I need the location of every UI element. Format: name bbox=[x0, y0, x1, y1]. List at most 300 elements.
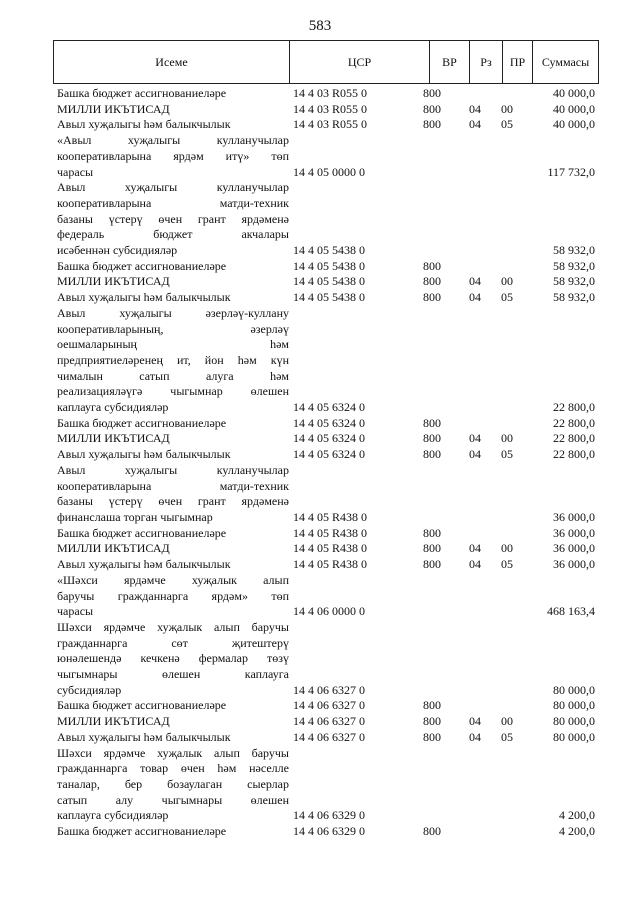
row-sum-value: 58 932,0 bbox=[553, 243, 595, 258]
header-rz: Рз bbox=[470, 41, 503, 83]
table-row bbox=[57, 573, 595, 620]
row-name-line: чарасы bbox=[57, 604, 94, 619]
row-csr bbox=[289, 746, 421, 825]
row-name-line: юнәлешендә кечкенә фермалар төзү bbox=[57, 651, 289, 666]
row-pr-value: 00 bbox=[501, 101, 513, 116]
row-pr bbox=[499, 541, 529, 557]
row-name-line: МИЛЛИ ИКЪТИСАД bbox=[57, 431, 170, 446]
row-name-line: финанслаша торган чыгымнар bbox=[57, 509, 213, 524]
row-name-line: предприятиеләренең ит, йон һәм күн bbox=[57, 352, 289, 367]
row-csr-value: 14 4 05 6324 0 bbox=[293, 400, 365, 415]
table-body bbox=[57, 86, 595, 840]
row-name-line: Авыл хуҗалыгы һәм балыкчылык bbox=[57, 117, 231, 132]
row-vr-value: 800 bbox=[423, 698, 441, 713]
row-csr bbox=[289, 259, 421, 275]
row-pr bbox=[499, 431, 529, 447]
row-vr bbox=[421, 416, 465, 432]
row-sum bbox=[529, 259, 595, 275]
row-name bbox=[57, 117, 289, 133]
row-sum bbox=[529, 557, 595, 573]
row-rz bbox=[465, 133, 499, 180]
row-vr bbox=[421, 526, 465, 542]
row-name-line: оешмаларының һәм bbox=[57, 337, 289, 352]
row-csr bbox=[289, 180, 421, 259]
row-pr-value: 05 bbox=[501, 117, 513, 132]
row-csr-value: 14 4 05 6324 0 bbox=[293, 415, 365, 430]
row-name-line: базаны үстерү өчен грант ярдәменә bbox=[57, 494, 289, 509]
row-name-line: чималын сатып алуга һәм bbox=[57, 368, 289, 383]
row-name-line: Башка бюджет ассигнованиеләре bbox=[57, 698, 227, 713]
row-rz bbox=[465, 573, 499, 620]
row-rz-value: 04 bbox=[469, 557, 481, 572]
table-row bbox=[57, 824, 595, 840]
row-name bbox=[57, 274, 289, 290]
row-name-line: чыгымнары өлешен каплауга bbox=[57, 667, 289, 682]
row-name-line: МИЛЛИ ИКЪТИСАД bbox=[57, 274, 170, 289]
table-row bbox=[57, 274, 595, 290]
row-pr bbox=[499, 306, 529, 416]
row-csr-value: 14 4 05 R438 0 bbox=[293, 541, 368, 556]
row-csr-value: 14 4 05 5438 0 bbox=[293, 258, 365, 273]
row-name-line: Башка бюджет ассигнованиеләре bbox=[57, 525, 227, 540]
row-pr bbox=[499, 274, 529, 290]
row-name-line: реализацияләүгә чыгымнар өлешен bbox=[57, 384, 289, 399]
header-sum: Суммасы bbox=[541, 54, 590, 69]
row-rz bbox=[465, 698, 499, 714]
row-sum bbox=[529, 573, 595, 620]
row-csr-value: 14 4 06 6327 0 bbox=[293, 729, 365, 744]
row-sum bbox=[529, 431, 595, 447]
row-sum-value: 80 000,0 bbox=[553, 714, 595, 729]
row-name-line: «Шәхси ярдәмче хуҗалык алып bbox=[57, 572, 289, 587]
row-pr bbox=[499, 824, 529, 840]
row-sum-value: 36 000,0 bbox=[553, 525, 595, 540]
row-name-line: Авыл хуҗалыгы әзерләү-куллану bbox=[57, 305, 289, 320]
row-name-line: Авыл хуҗалыгы һәм балыкчылык bbox=[57, 729, 231, 744]
row-name bbox=[57, 824, 289, 840]
row-csr bbox=[289, 526, 421, 542]
table-row bbox=[57, 86, 595, 102]
row-vr-value: 800 bbox=[423, 117, 441, 132]
row-name-line: кооперативларына матди-техник bbox=[57, 478, 289, 493]
row-vr bbox=[421, 557, 465, 573]
row-vr-value: 800 bbox=[423, 290, 441, 305]
page-number: 583 bbox=[308, 18, 332, 34]
row-vr bbox=[421, 447, 465, 463]
row-pr bbox=[499, 573, 529, 620]
row-sum-value: 22 800,0 bbox=[553, 447, 595, 462]
row-vr bbox=[421, 463, 465, 526]
row-pr bbox=[499, 463, 529, 526]
row-rz-value: 04 bbox=[469, 714, 481, 729]
row-pr bbox=[499, 730, 529, 746]
row-name bbox=[57, 714, 289, 730]
row-sum bbox=[529, 290, 595, 306]
row-vr-value: 800 bbox=[423, 824, 441, 839]
row-name bbox=[57, 416, 289, 432]
row-name-line: МИЛЛИ ИКЪТИСАД bbox=[57, 101, 170, 116]
table-header bbox=[53, 40, 599, 84]
row-rz-value: 04 bbox=[469, 117, 481, 132]
row-sum bbox=[529, 526, 595, 542]
row-vr bbox=[421, 573, 465, 620]
row-name-line: Башка бюджет ассигнованиеләре bbox=[57, 824, 227, 839]
row-sum-value: 40 000,0 bbox=[553, 117, 595, 132]
row-sum bbox=[529, 447, 595, 463]
row-csr-value: 14 4 03 R055 0 bbox=[293, 117, 368, 132]
table-row bbox=[57, 557, 595, 573]
row-rz bbox=[465, 431, 499, 447]
table-row bbox=[57, 746, 595, 825]
row-csr-value: 14 4 05 0000 0 bbox=[293, 164, 365, 179]
row-name-line: баручы гражданнарга ярдәм» төп bbox=[57, 588, 289, 603]
row-pr-value: 05 bbox=[501, 290, 513, 305]
row-name-line: Авыл хуҗалыгы кулланучылар bbox=[57, 180, 289, 195]
row-name bbox=[57, 447, 289, 463]
row-vr bbox=[421, 746, 465, 825]
row-pr bbox=[499, 714, 529, 730]
row-rz bbox=[465, 620, 499, 699]
row-vr bbox=[421, 824, 465, 840]
row-rz bbox=[465, 463, 499, 526]
row-pr-value: 05 bbox=[501, 447, 513, 462]
row-rz bbox=[465, 117, 499, 133]
row-rz-value: 04 bbox=[469, 274, 481, 289]
table-row bbox=[57, 447, 595, 463]
header-csr: ЦСР bbox=[290, 41, 430, 83]
row-vr bbox=[421, 102, 465, 118]
row-pr bbox=[499, 180, 529, 259]
table-row bbox=[57, 259, 595, 275]
row-sum-value: 22 800,0 bbox=[553, 431, 595, 446]
row-name bbox=[57, 746, 289, 825]
table-row bbox=[57, 290, 595, 306]
row-name bbox=[57, 290, 289, 306]
row-csr bbox=[289, 824, 421, 840]
row-csr-value: 14 4 05 R438 0 bbox=[293, 509, 368, 524]
row-name-line: сатып алу чыгымнары өлешен bbox=[57, 792, 289, 807]
row-pr bbox=[499, 259, 529, 275]
row-sum-value: 58 932,0 bbox=[553, 290, 595, 305]
row-vr bbox=[421, 620, 465, 699]
row-name-line: гражданнарга товар өчен һәм нәселле bbox=[57, 761, 289, 776]
row-rz bbox=[465, 416, 499, 432]
row-pr bbox=[499, 416, 529, 432]
row-vr bbox=[421, 274, 465, 290]
row-csr-value: 14 4 05 6324 0 bbox=[293, 447, 365, 462]
row-sum bbox=[529, 416, 595, 432]
row-sum bbox=[529, 463, 595, 526]
table-row bbox=[57, 306, 595, 416]
table-row bbox=[57, 463, 595, 526]
row-pr bbox=[499, 746, 529, 825]
row-name-line: Шәхси ярдәмче хуҗалык алып баручы bbox=[57, 745, 289, 760]
row-sum-value: 58 932,0 bbox=[553, 258, 595, 273]
row-rz bbox=[465, 557, 499, 573]
row-sum-value: 40 000,0 bbox=[553, 101, 595, 116]
row-csr-value: 14 4 03 R055 0 bbox=[293, 101, 368, 116]
row-pr bbox=[499, 526, 529, 542]
row-rz bbox=[465, 259, 499, 275]
row-vr-value: 800 bbox=[423, 447, 441, 462]
row-pr bbox=[499, 447, 529, 463]
row-rz bbox=[465, 274, 499, 290]
row-sum-value: 22 800,0 bbox=[553, 400, 595, 415]
row-sum bbox=[529, 824, 595, 840]
header-vr: ВР bbox=[430, 41, 470, 83]
row-sum-value: 468 163,4 bbox=[547, 604, 595, 619]
row-csr bbox=[289, 714, 421, 730]
row-name-line: Авыл хуҗалыгы һәм балыкчылык bbox=[57, 290, 231, 305]
row-name-line: Башка бюджет ассигнованиеләре bbox=[57, 86, 227, 100]
row-sum-value: 4 200,0 bbox=[559, 808, 595, 823]
row-name-line: Башка бюджет ассигнованиеләре bbox=[57, 258, 227, 273]
row-pr bbox=[499, 698, 529, 714]
row-csr-value: 14 4 06 6329 0 bbox=[293, 824, 365, 839]
row-vr bbox=[421, 290, 465, 306]
row-csr-value: 14 4 05 5438 0 bbox=[293, 290, 365, 305]
row-vr-value: 800 bbox=[423, 525, 441, 540]
row-csr-value: 14 4 06 6327 0 bbox=[293, 698, 365, 713]
row-name-line: субсидияләр bbox=[57, 682, 122, 697]
row-csr-value: 14 4 03 R055 0 bbox=[293, 86, 368, 100]
row-csr-value: 14 4 06 6327 0 bbox=[293, 714, 365, 729]
row-vr bbox=[421, 117, 465, 133]
row-name bbox=[57, 526, 289, 542]
row-name-line: МИЛЛИ ИКЪТИСАД bbox=[57, 541, 170, 556]
row-sum-value: 36 000,0 bbox=[553, 541, 595, 556]
row-rz bbox=[465, 526, 499, 542]
row-name-line: чарасы bbox=[57, 164, 94, 179]
row-csr bbox=[289, 463, 421, 526]
row-name-line: федераль бюджет акчалары bbox=[57, 227, 289, 242]
row-sum-value: 80 000,0 bbox=[553, 698, 595, 713]
row-csr bbox=[289, 117, 421, 133]
row-vr bbox=[421, 259, 465, 275]
row-rz-value: 04 bbox=[469, 290, 481, 305]
row-vr bbox=[421, 541, 465, 557]
row-rz bbox=[465, 714, 499, 730]
row-sum bbox=[529, 180, 595, 259]
row-vr-value: 800 bbox=[423, 541, 441, 556]
row-rz-value: 04 bbox=[469, 729, 481, 744]
row-pr bbox=[499, 102, 529, 118]
row-vr-value: 800 bbox=[423, 101, 441, 116]
row-sum bbox=[529, 541, 595, 557]
row-pr bbox=[499, 133, 529, 180]
row-csr bbox=[289, 730, 421, 746]
row-csr bbox=[289, 573, 421, 620]
table-row bbox=[57, 620, 595, 699]
row-sum bbox=[529, 274, 595, 290]
row-pr-value: 00 bbox=[501, 274, 513, 289]
row-csr bbox=[289, 290, 421, 306]
row-name bbox=[57, 463, 289, 526]
row-sum-value: 22 800,0 bbox=[553, 415, 595, 430]
row-csr-value: 14 4 05 5438 0 bbox=[293, 243, 365, 258]
row-vr bbox=[421, 730, 465, 746]
row-csr-value: 14 4 05 5438 0 bbox=[293, 274, 365, 289]
row-csr bbox=[289, 557, 421, 573]
row-csr-value: 14 4 06 0000 0 bbox=[293, 604, 365, 619]
row-csr-value: 14 4 06 6329 0 bbox=[293, 808, 365, 823]
row-rz-value: 04 bbox=[469, 447, 481, 462]
row-pr bbox=[499, 290, 529, 306]
row-pr bbox=[499, 86, 529, 102]
row-name bbox=[57, 102, 289, 118]
row-sum bbox=[529, 620, 595, 699]
row-csr bbox=[289, 447, 421, 463]
row-rz-value: 04 bbox=[469, 101, 481, 116]
row-csr-value: 14 4 05 R438 0 bbox=[293, 557, 368, 572]
header-name: Исеме bbox=[54, 41, 290, 83]
table-row bbox=[57, 102, 595, 118]
row-name bbox=[57, 259, 289, 275]
row-sum-value: 36 000,0 bbox=[553, 509, 595, 524]
table-row bbox=[57, 541, 595, 557]
row-sum bbox=[529, 86, 595, 102]
header-pr: ПР bbox=[503, 41, 533, 83]
row-sum bbox=[529, 730, 595, 746]
row-rz bbox=[465, 541, 499, 557]
row-name bbox=[57, 620, 289, 699]
row-name bbox=[57, 557, 289, 573]
row-sum-value: 80 000,0 bbox=[553, 682, 595, 697]
row-csr bbox=[289, 416, 421, 432]
row-rz bbox=[465, 746, 499, 825]
table-row bbox=[57, 526, 595, 542]
row-sum-value: 80 000,0 bbox=[553, 729, 595, 744]
table-row bbox=[57, 180, 595, 259]
row-name bbox=[57, 698, 289, 714]
row-name bbox=[57, 133, 289, 180]
row-sum-value: 117 732,0 bbox=[547, 164, 595, 179]
row-name-line: каплауга субсидияләр bbox=[57, 400, 169, 415]
row-name bbox=[57, 541, 289, 557]
row-name-line: Авыл хуҗалыгы һәм балыкчылык bbox=[57, 447, 231, 462]
row-sum bbox=[529, 117, 595, 133]
row-vr-value: 800 bbox=[423, 729, 441, 744]
row-pr-value: 00 bbox=[501, 714, 513, 729]
row-vr bbox=[421, 431, 465, 447]
row-sum bbox=[529, 102, 595, 118]
table-row bbox=[57, 714, 595, 730]
table-row bbox=[57, 133, 595, 180]
row-sum bbox=[529, 746, 595, 825]
row-vr-value: 800 bbox=[423, 86, 441, 100]
row-pr bbox=[499, 620, 529, 699]
row-name-line: гражданнарга сөт җитештерү bbox=[57, 635, 289, 650]
row-name bbox=[57, 573, 289, 620]
row-vr bbox=[421, 714, 465, 730]
table-row bbox=[57, 730, 595, 746]
row-vr-value: 800 bbox=[423, 415, 441, 430]
row-rz bbox=[465, 824, 499, 840]
row-sum-value: 36 000,0 bbox=[553, 557, 595, 572]
row-csr bbox=[289, 306, 421, 416]
row-rz bbox=[465, 102, 499, 118]
row-csr bbox=[289, 86, 421, 102]
row-name-line: кооперативларына матди-техник bbox=[57, 195, 289, 210]
row-vr-value: 800 bbox=[423, 258, 441, 273]
row-vr bbox=[421, 306, 465, 416]
row-rz bbox=[465, 447, 499, 463]
table-row bbox=[57, 698, 595, 714]
row-csr bbox=[289, 541, 421, 557]
row-pr-value: 05 bbox=[501, 557, 513, 572]
row-name-line: таналар, бер бозаулаган сыерлар bbox=[57, 776, 289, 791]
row-name bbox=[57, 306, 289, 416]
row-rz-value: 04 bbox=[469, 541, 481, 556]
row-pr bbox=[499, 557, 529, 573]
row-name-line: МИЛЛИ ИКЪТИСАД bbox=[57, 714, 170, 729]
table-row bbox=[57, 117, 595, 133]
row-vr bbox=[421, 180, 465, 259]
row-rz bbox=[465, 290, 499, 306]
row-pr-value: 05 bbox=[501, 729, 513, 744]
row-csr-value: 14 4 05 R438 0 bbox=[293, 525, 368, 540]
row-name-line: каплауга субсидияләр bbox=[57, 808, 169, 823]
row-csr bbox=[289, 133, 421, 180]
row-name-line: исәбеннән субсидияләр bbox=[57, 243, 178, 258]
row-vr bbox=[421, 86, 465, 102]
row-sum bbox=[529, 714, 595, 730]
row-sum bbox=[529, 698, 595, 714]
row-vr-value: 800 bbox=[423, 714, 441, 729]
row-sum-value: 40 000,0 bbox=[553, 86, 595, 100]
row-sum bbox=[529, 133, 595, 180]
row-vr-value: 800 bbox=[423, 431, 441, 446]
row-csr bbox=[289, 620, 421, 699]
row-name bbox=[57, 180, 289, 259]
row-name-line: базаны үстерү өчен грант ярдәменә bbox=[57, 211, 289, 226]
row-csr bbox=[289, 274, 421, 290]
row-name bbox=[57, 86, 289, 102]
row-name-line: Авыл хуҗалыгы кулланучылар bbox=[57, 462, 289, 477]
row-csr bbox=[289, 102, 421, 118]
row-name bbox=[57, 730, 289, 746]
row-name-line: Шәхси ярдәмче хуҗалык алып баручы bbox=[57, 619, 289, 634]
row-csr-value: 14 4 05 6324 0 bbox=[293, 431, 365, 446]
row-rz bbox=[465, 86, 499, 102]
row-vr bbox=[421, 698, 465, 714]
row-rz bbox=[465, 730, 499, 746]
row-pr bbox=[499, 117, 529, 133]
row-name-line: кооперативларының, әзерләү bbox=[57, 321, 289, 336]
row-vr-value: 800 bbox=[423, 274, 441, 289]
row-rz bbox=[465, 306, 499, 416]
row-name-line: кооперативларына ярдәм итү» төп bbox=[57, 148, 289, 163]
row-rz-value: 04 bbox=[469, 431, 481, 446]
row-sum-value: 4 200,0 bbox=[559, 824, 595, 839]
row-sum bbox=[529, 306, 595, 416]
row-pr-value: 00 bbox=[501, 541, 513, 556]
row-vr bbox=[421, 133, 465, 180]
row-sum-value: 58 932,0 bbox=[553, 274, 595, 289]
row-csr bbox=[289, 698, 421, 714]
row-rz bbox=[465, 180, 499, 259]
table-row bbox=[57, 431, 595, 447]
row-name-line: Авыл хуҗалыгы һәм балыкчылык bbox=[57, 557, 231, 572]
table-row bbox=[57, 416, 595, 432]
row-vr-value: 800 bbox=[423, 557, 441, 572]
row-pr-value: 00 bbox=[501, 431, 513, 446]
row-name bbox=[57, 431, 289, 447]
row-csr bbox=[289, 431, 421, 447]
row-csr-value: 14 4 06 6327 0 bbox=[293, 682, 365, 697]
row-name-line: Башка бюджет ассигнованиеләре bbox=[57, 415, 227, 430]
row-name-line: «Авыл хуҗалыгы кулланучылар bbox=[57, 133, 289, 148]
